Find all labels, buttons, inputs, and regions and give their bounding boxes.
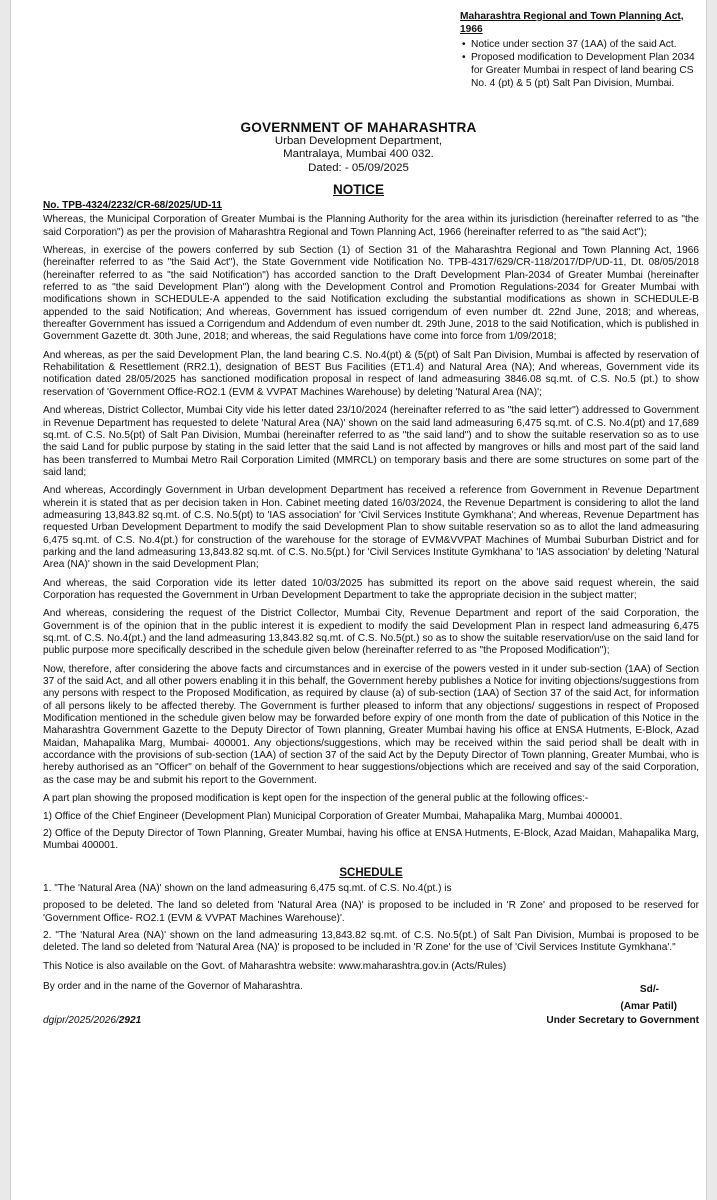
government-title: GOVERNMENT OF MAHARASHTRA [240, 120, 477, 135]
paragraph: And whereas, the said Corporation vide its letter dated 10/03/2025 has submitted its report on the above said request wherein, the said Corporation has requested the Government in Urban Development Department to take the appropriate decision in the subject matter; [43, 577, 699, 601]
office-item: 2) Office of the Deputy Director of Town Planning, Greater Mumbai, having his office at ENSA Hutments, E-Block, Azad Maidan, Mahapalika Marg, Mumbai 400001. [43, 827, 699, 852]
act-bullets [460, 38, 700, 90]
signatory-name: (Amar Patil) [620, 1000, 677, 1012]
signature-block [620, 981, 699, 1015]
paragraph: Now, therefore, after considering the above facts and circumstances and in exercise of the powers vested in it under sub-section (1AA) of Section 37 of the said Act, and all other powers enabling it in this behalf, the Government hereby publishes a Notice for inviting objections/suggestions from any persons with respect to the Proposed Modification, as required by clause (a) of sub-section (1AA) of Section 37 of the said Act, for information of all persons likely to be affected thereby. The Government is further pleased to inform that any objections/ suggestions in respect of Proposed Modification mentioned in the schedule given below may be forwarded before expiry of one month from the date of publication of this Notice in the Maharashtra Government Gazette to the Deputy Director of Town planning, Greater Mumbai having his office at ENSA Hutments, E-Block, Azad Maidan, Mahapalika Marg, Mumbai- 400001. Any objections/suggestions, which may be received within the said period shall be dealt with in accordance with the provisions of sub-section (1AA) of section 37 of the said Act by the Deputy Director of Town planning, Greater Mumbai, who is hereby authorised as an "Officer" on behalf of the Government to hear suggestions/objections which are received and say of the said Corporation, as the case may be and submit his report to the Government. [43, 663, 699, 786]
notice-body [43, 200, 699, 1027]
paragraph: And whereas, District Collector, Mumbai City vide his letter dated 23/10/2024 (hereinafter referred to as "the said letter") addressed to Government in Revenue Department has requested to delete 'Natural Area (NA)' shown on the said land admeasuring 6,475 sq.mt. of C.S. No.4(pt) and 17,689 sq.mt. of C.S. No.5(pt) of Salt Pan Division, Mumbai (hereinafter referred to as "the said land") and to show the suitable reservation so as to use the said Land for public purpose by stating in the said letter that the said Land is not affected by mangroves or hills and most part of the said land has been transferred to Mumbai Metro Rail Corporation Limited (MMRCL) on temporary basis and there are some structures on some part of the said land; [43, 405, 699, 478]
paragraph: Whereas, the Municipal Corporation of Greater Mumbai is the Planning Authority for the area within its jurisdiction (hereinafter referred to as "the said Corporation") as per the provision of Maharashtra Regional and Town Planning Act, 1966 (hereinafter referred to as "the said Act"); [43, 214, 699, 238]
government-heading [11, 121, 706, 175]
dgipr-prefix: dgipr/2025/2026/ [43, 1014, 119, 1026]
reference-number: No. TPB-4324/2232/CR-68/2025/UD-11 [43, 200, 222, 211]
schedule-list [43, 883, 699, 955]
signature-sd: Sd/- [639, 983, 659, 995]
notice-title: NOTICE [332, 182, 384, 197]
paragraph: And whereas, Accordingly Government in Urban development Department has received a reference from Government in Revenue Department wherein it is stated that as per decision taken in Hon. Cabinet meeting dated 16/03/2024, the Revenue Department is considering to allot the land admeasuring 13,843.82 sq.mt. of C.S. No.5(pt) to 'IAS association' for 'Civil Services Institute Gymkhana'; And whereas, Revenue Department has requested Urban Development Department to modify the said Development Plan to show suitable reservation so as to allot the land admeasuring 6,475 sq.mt. of C.S. No.4(pt.) for construction of the warehouse for the storage of EVM&VVPAT Machines of Mumbai Suburban District and for parking and the land admeasuring 13,843.82 sq.mt. of C.S. No.5(pt.) for 'Civil Services Institute Gymkhana' to 'IAS association' by deleting 'Natural Area (NA)' shown in the said Development Plan; [43, 485, 699, 571]
schedule-title: SCHEDULE [339, 866, 403, 879]
paragraph: And whereas, as per the said Development Plan, the land bearing C.S. No.4(pt) & (5(pt) of Salt Pan Division, Mumbai is affected by reservation of Rehabilitation & Resettlement (RR2.1), designation of BEST Bus Facilities (ET1.4) and Natural Area (NA); And whereas, Government vide its notification dated 28/05/2025 has sanctioned modification proposal in respect of land admeasuring 3846.08 sq.mt. of C.S. No.5 (pt.) to show reservation of 'Government Office-RO2.1 (EVM & VVPAT Machines Warehouse) by deleting 'Natural Area (NA)'; [43, 349, 699, 398]
dgipr-reference [43, 1015, 141, 1027]
order-line: By order and in the name of the Governor of Maharashtra. [43, 980, 303, 992]
schedule-item: 2. "The 'Natural Area (NA)' shown on the land admeasuring 13,843.82 sq.mt. of C.S. No.5(pt.) of Salt Pan Division, Mumbai is proposed to be deleted. The land so deleted from 'Natural Area (NA)' is proposed to be included in 'R Zone' for the use of 'Civil Services Institute Gymkhana'." [43, 929, 699, 954]
act-title: Maharashtra Regional and Town Planning Act, 1966 [460, 11, 684, 35]
bullet-item: • Notice under section 37 (1AA) of the said Act. [471, 38, 700, 51]
department-address: Mantralaya, Mumbai 400 032. [283, 148, 434, 160]
paragraph: Whereas, in exercise of the powers conferred by sub Section (1) of Section 31 of the Maharashtra Regional and Town Planning Act, 1966 (hereinafter referred to as "the Said Act"), the State Government vide Notification No. TPB-4317/629/CR-118/2017/DP/UD-11, Dt. 08/05/2018 (hereinafter referred to as "the said Notification") has accorded sanction to the Draft Development Plan-2034 of Greater Mumbai (hereinafter referred to as "the said Development Plan") along with the Development Control and Promotion Regulations-2034 for Greater Mumbai with modifications shown in SCHEDULE-A appended to the said Notification excluding the substantial modifications as shown in SCHEDULE-B appended to the said Notification; And whereas, Government has issued corrigendum of even number dt. 22nd June, 2018; and whereas, thereafter Government has issued a Corrigendum and Addendum of even number dt. 29th June, 2018 to the said Notification, which is published in Government Gazette dt. 30th June, 2018; and whereas, the said Regulations have come into force from 1/09/2018; [43, 245, 699, 343]
paragraph: A part plan showing the proposed modification is kept open for the inspection of the general public at the following offices:- [43, 793, 589, 805]
signatory-designation: Under Secretary to Government [546, 1014, 699, 1026]
notice-date: Dated: - 05/09/2025 [308, 161, 409, 174]
order-row [43, 981, 699, 1015]
schedule-item: 1. "The 'Natural Area (NA)' shown on the land admeasuring 6,475 sq.mt. of C.S. No.4(pt.) is [43, 882, 452, 894]
notice-page [10, 0, 707, 1200]
dgipr-number: 2921 [118, 1014, 142, 1026]
website-note: This Notice is also available on the Govt. of Maharashtra website: www.maharashtra.gov.in (Acts/Rules) [43, 960, 507, 972]
office-item: 1) Office of the Chief Engineer (Development Plan) Municipal Corporation of Greater Mumbai, Mahapalika Marg, Mumbai 400001. [43, 811, 623, 823]
bullet-item: • Proposed modification to Development Plan 2034 for Greater Mumbai in respect of land bearing CS No. 4 (pt) & 5 (pt) Salt Pan Division, Mumbai. [471, 51, 700, 90]
department-name: Urban Development Department, [274, 134, 443, 147]
footer-row [43, 1015, 699, 1027]
act-reference-box [460, 10, 700, 90]
inspection-offices [43, 811, 699, 852]
paragraph: And whereas, considering the request of the District Collector, Mumbai City, Revenue Department and report of the said Corporation, the Government is of the opinion that in the public interest it is expedient to modify the said Development Plan in respect land admeasuring 6,475 sq.mt. of C.S. No.4(pt.) and the land admeasuring 13,843.82 sq.mt. of C.S. No.5(pt.) so as to show the suitable reservation/use on the said land for public purpose more specifically described in the schedule given below (hereinafter referred to as "the Proposed Modification"); [43, 608, 699, 657]
schedule-item-continued: proposed to be deleted. The land so deleted from 'Natural Area (NA)' is proposed to be included in 'R Zone' and proposed to be reserved for 'Government Office- RO2.1 (EVM & VVPAT Machines Warehouse)'. [43, 900, 699, 924]
